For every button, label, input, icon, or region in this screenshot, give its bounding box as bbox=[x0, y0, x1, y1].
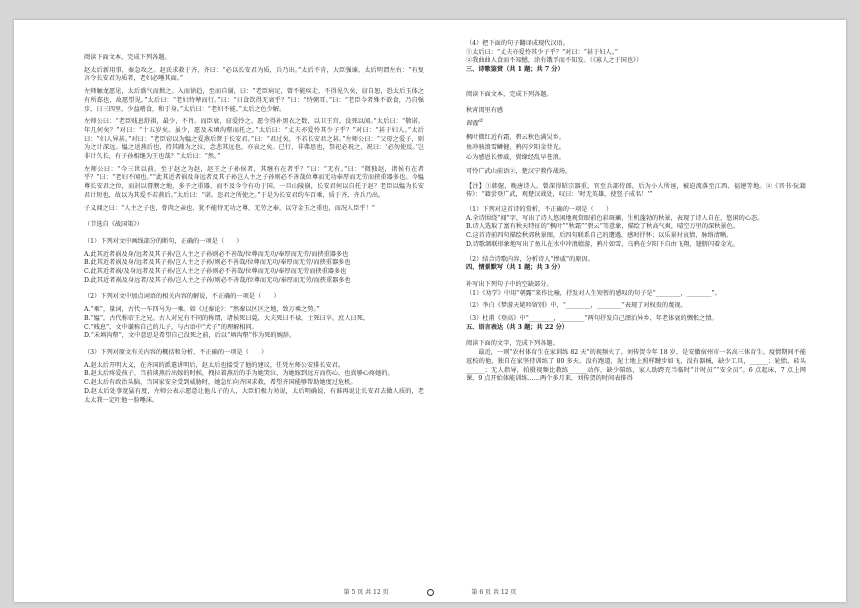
q4-item-2: ②我曲曲人食而不知憾，涂有饿孚而不知发。（《寡人之于国也》） bbox=[466, 57, 643, 65]
instruction: 阅读下面文本，完成下列各题。 bbox=[84, 54, 171, 61]
poem-line: 心为感恩长惨戚，鬓缘经乱早苍浪。 bbox=[466, 153, 565, 161]
question-stem: （2）结合诗歌内容，分析诗人“惨戚”的原因。 bbox=[466, 255, 594, 263]
poem-line: 鱼冲骇浪雪鳞健，鸦闪夕阳金背光。 bbox=[466, 143, 565, 151]
question-2 bbox=[84, 293, 424, 341]
section-heading: 四、情景默写（共 1 题；共 3 分） bbox=[466, 264, 564, 272]
page-footer bbox=[14, 587, 846, 596]
option-b: B.赵太后疼爱孩子，当前谈燕后出嫁的时候，拽拉着燕后的手为她哭泣，为她嫁到远方而伤心，也真够心疼她的。 bbox=[84, 370, 394, 378]
fill-item: （3）杜甫《登高》中“________，________”两句抒发自己漂泊异乡、年老体衰的惆怅之情。 bbox=[466, 315, 718, 323]
passage-paragraph: 左师公曰：“老臣贱息舒祺，最少，不肖。而臣衰，窃爱怜之。愿令得补黑衣之数，以卫王宫。没死以闻。”太后曰：“敬诺。年几何矣？”对曰：“十五岁矣。虽少，愿及未填沟壑而托之。”太后曰：“丈夫亦爱怜其少子乎？”对曰：“甚于妇人。”太后曰：“妇人异甚。”对曰：“老臣窃以为媪之爱燕后贤于长安君。”曰：“君过矣，不若长安君之甚。”左师公曰：“父母之爱子，则为之计深远。媪之送燕后也，持其踵为之泣，念悲其远也，亦哀之矣。已行，非弗思也，祭祀必祝之，祝曰：‘必勿使反。’岂非计久长，有子孙相继为王也哉？”太后曰：“然。” bbox=[84, 118, 424, 161]
left-column bbox=[84, 54, 424, 405]
right-column bbox=[466, 40, 806, 384]
footnote-mark: ① bbox=[478, 117, 483, 124]
option-c: C.此其近者祸/及身远者及其子孙/岂人主之子孙则必不善哉/位尊而无功/奉厚而无劳而挟重器多也 bbox=[84, 268, 347, 276]
fill-item: （2）李白《梦游天姥吟留别》中，“________，________”表现了对权贵的蔑视。 bbox=[466, 302, 687, 310]
instruction: 阅读下面文本，完成下列各题。 bbox=[466, 90, 553, 98]
instruction: 阅读下面的文字，完成下列各题。 bbox=[466, 340, 559, 348]
question-stem: （1）下列对文中画线部分的断句，正确的一项是（ ） bbox=[84, 237, 243, 245]
poem-line: 可怜广武山前语②，楚汉宁教作战场。 bbox=[466, 167, 572, 175]
passage-paragraph: 左师触龙愿见，太后盛气而揖之。入而徐趋，至而自谢，曰：“老臣病足，曾不能疾走，不得见久矣，窃自恕，恐太后玉体之有所郄也，故愿望见。”太后曰：“老妇恃辇而行。”曰：“日食饮得无衰乎？”曰：“恃粥耳。”曰：“老臣今者殊不欲食，乃自强步，日三四里，少益嗜食，和于身。”太后曰：“老妇不能。”太后之色少解。 bbox=[84, 88, 424, 113]
passage bbox=[84, 67, 424, 230]
q4-item-1: ①太后曰：“丈夫亦爱怜其少子乎？”对曰：“甚于妇人。” bbox=[466, 48, 618, 56]
fill-item: （1）《劝学》中用“朝露”来作比喻，抒发对人生短暂的感叹的句子是“________，________”。 bbox=[466, 289, 721, 297]
option-d: D.“未填沟壑”，文中意思是希望自己没死之前，后以“填沟壑”作为死的婉辞。 bbox=[84, 332, 296, 340]
option-a: A.“乘”，量词，古代一车四马为一乘。如《过秦论》：“然秦以区区之地，致万乘之势。” bbox=[84, 306, 320, 314]
option-a: A.全诗围绕“闻”字，写出了诗人悠闲地观赏眼前色彩斑斓、生机蓬勃的秋景，表现了诗人自在、悠闲的心态。 bbox=[466, 214, 764, 222]
passage-paragraph: 子义闻之曰：“人主之子也，骨肉之亲也，犹不能恃无功之尊，无劳之奉，以守金玉之重也，而况人臣乎！” bbox=[84, 204, 375, 212]
option-a: A.赵太后开明大义，在齐国的派遣讲明后，赵太后也接受了他的建议，任凭左师公安排长安君。 bbox=[84, 361, 345, 369]
poem-title: 秋宵闺里有感 bbox=[466, 106, 504, 114]
passage-paragraph: 最近，一则“农村体育生在家训练 82 天”的视频火了。刘传贺今年 18 岁，是安徽宿州市一名高三体育生。疫情期间不能返校的他，独自在家坚持训练了 80 多天。没有跑道，泥土地上照样踺步如飞，没有器械，缺少工具，______；轮胎，砖头______；无人指导，拍摄视频比教练______动作，缺少陪练，家人助跨充当临时“计时员”“安全员”。6 点起床，7 点上网课，9 点开始体能训练……两个多月来，刘传贺的时间表排得 bbox=[466, 349, 806, 383]
option-b: B.诗人选取了富有秋天特征的“枫叶”“秋霜”“碧云”等意象，描绘了秋高气爽，晴空万里的深秋景色。 bbox=[466, 223, 739, 231]
section-heading: 三、诗歌鉴赏（共 1 题；共 7 分） bbox=[466, 66, 564, 74]
question-stem: （3）下列对原文有关内容的概括和分析，不正确的一项是（ ） bbox=[84, 348, 268, 356]
passage-paragraph: 赵太后新用事，秦急攻之。赵氏求救于齐，齐曰：“必以长安君为质，兵乃出。”太后不肯，大臣强谏。太后明谓左右：“有复言令长安君为质者，老妇必唾其面。” bbox=[84, 66, 424, 83]
poem-line: 枫叶微红近有霜，碧云秋色满吴乡。 bbox=[466, 133, 565, 141]
instruction: 补写出下列句子中的空缺部分。 bbox=[466, 280, 553, 288]
option-c: C.“贱息”，文中谦称自己的儿子，与古语中“犬子”的理解相同。 bbox=[84, 323, 258, 331]
page-number-left: 第 5 页 共 12 页 bbox=[343, 589, 389, 596]
option-d: D.此其近者祸及身远者/及其子孙/岂人主之子孙/则必不善哉/位尊而无功/奉厚而无劳/而挟重器多也 bbox=[84, 276, 351, 284]
option-d: D.赵太后处事宽猛有度，左师公表示愿意让他儿子的人，大臣们极力劝说，太后明确说，有谁再说让长安君去做人质的，老太太我一定吐他一脸唾沫。 bbox=[84, 387, 424, 404]
circle-icon bbox=[427, 589, 434, 596]
option-c: C.这首诗前四句描绘秋郊秋景图，后四句联系自己的遭遇，感时抒怀；以乐景衬哀情，脉络清晰。 bbox=[466, 232, 733, 240]
passage-source: （节选自《战国策》） bbox=[84, 221, 143, 229]
question-poem-1 bbox=[466, 206, 806, 250]
exam-sheet bbox=[14, 20, 846, 602]
poem-author: 韩偓① bbox=[466, 117, 483, 127]
page-number-right: 第 6 页 共 12 页 bbox=[471, 589, 517, 596]
poem-note: 【注】①韩偓，晚唐诗人。曾深得昭宗器重，官至兵部侍郎，后为小人所诬，被迫流落至江西、福建等地。②《晋书·阮籍传》：“籍尝登广武，观楚汉战处，叹曰：‘时无英雄，使竖子成名！’” bbox=[466, 182, 806, 199]
passage-paragraph: 左师公曰：“今三世以前，至于赵之为赵，赵王之子孙侯者，其继有在者乎？”曰：“无有。”曰：“微独赵，诸侯有在者乎？”曰：“老妇不闻也。”“此其近者祸及身远者及其子孙岂人主之子孙则必不善哉位尊而无功奉厚而无劳而挟重器多也。今媪尊长安君之位，而封以膏腴之地，多予之重器，而不及今令有功于国，一旦山陵崩，长安君何以自托于赵？老臣以媪为长安君计短也，故以为其爱不若燕后。”太后曰：“诺。恣君之所使之。”于是为长安君约车百乘，质于齐，齐兵乃出。 bbox=[84, 165, 424, 199]
option-d: D.诗歌颔联形象地写出了鱼儿在水中冲浪嬉游，鸦片如雪，乌鸦在夕阳下自由飞翔，翅膀闪着金光。 bbox=[466, 240, 739, 248]
option-a: A.此其近者祸及身/远者及其子孙/岂人主之子孙则必不善哉/位尊而无功/奉厚而无劳/而挟重器多也 bbox=[84, 250, 349, 258]
question-1 bbox=[84, 238, 424, 286]
option-b: B.此其近者祸及身/远者及其子孙/岂人主之子孙/则必不善哉/位尊而无功/奉厚而无劳/而挟重器多也 bbox=[84, 259, 351, 267]
q4-stem: （4）把下面的句子翻译成现代汉语。 bbox=[466, 40, 569, 47]
question-stem: （1）下列对这首诗的赏析，不正确的一项是（ ） bbox=[466, 205, 613, 213]
option-b: B.“媪”，古代称帝王之兄。古人对兄有不同的称谓，诸侯死曰薨，大夫死曰不禄，士死曰卒，庶人曰死。 bbox=[84, 314, 370, 322]
poem bbox=[466, 106, 806, 177]
question-stem: （2）下列对文中加点词语的相关内容的解说，不正确的一项是（ ） bbox=[84, 293, 280, 301]
option-c: C.赵太后有政治头脑，当国家安全受到威胁时，她急忙向齐国求救，希望齐国能够帮助她度过危机。 bbox=[84, 379, 357, 387]
question-3 bbox=[84, 349, 424, 405]
section-heading: 五、语言表达（共 3 题；共 22 分） bbox=[466, 323, 568, 331]
